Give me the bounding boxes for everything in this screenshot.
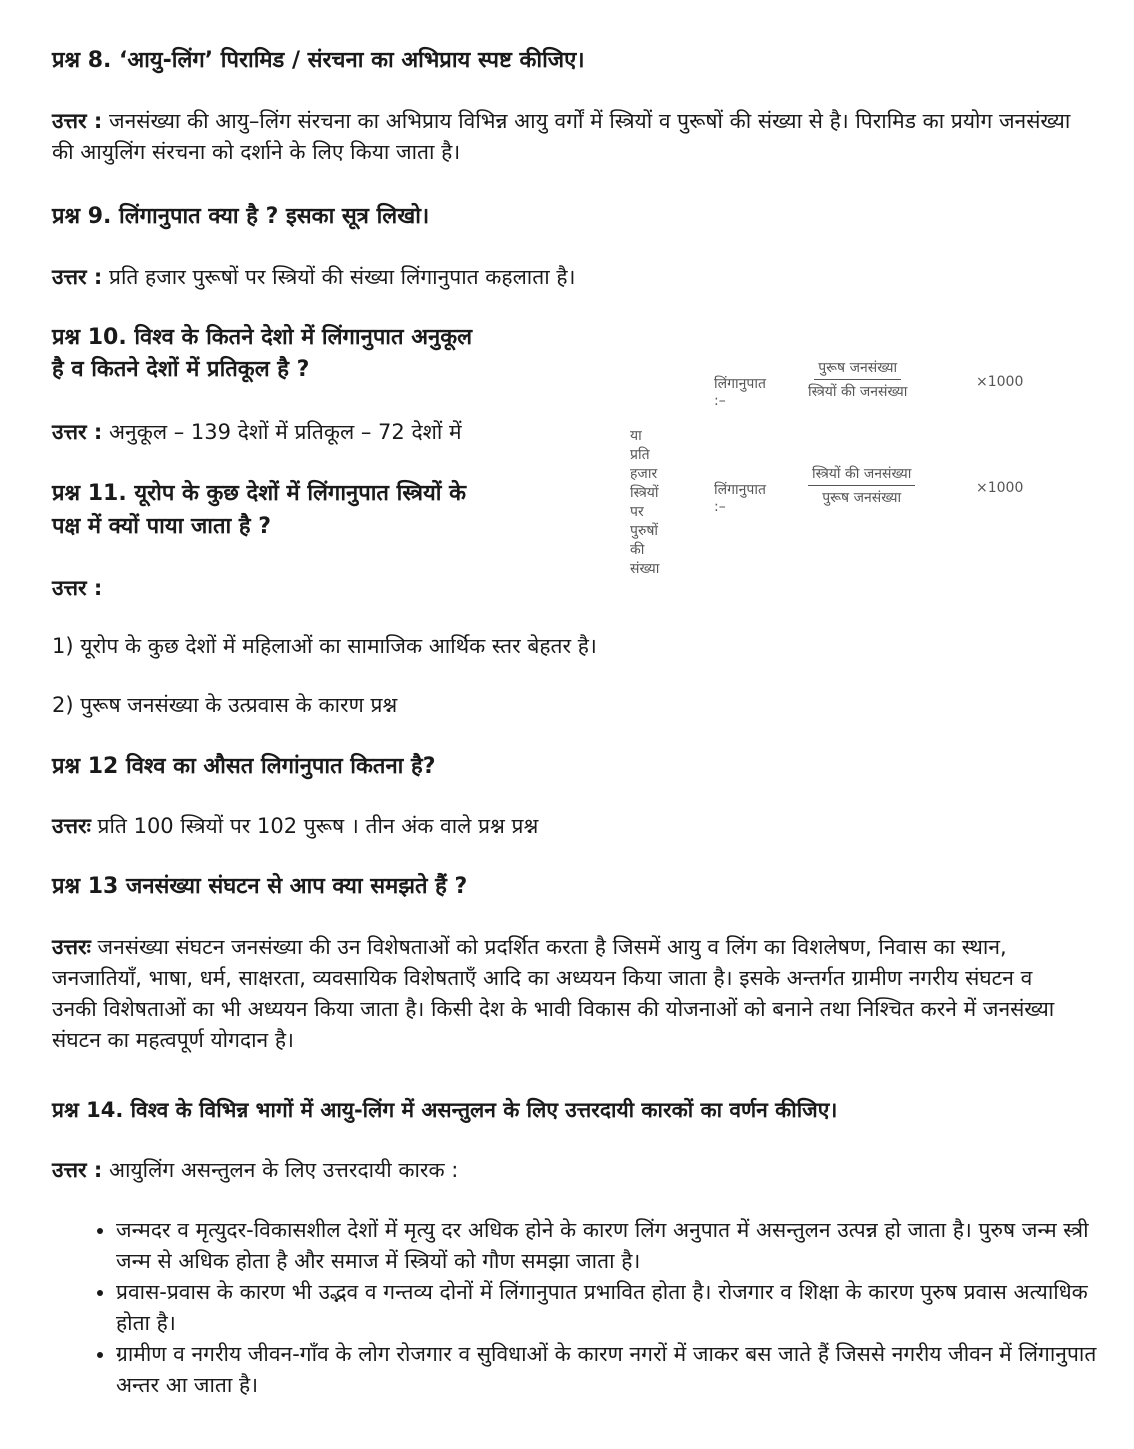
formula2-fraction (808, 464, 915, 507)
formula1-multiplier: ×1000 (976, 374, 1024, 390)
q13-title: प्रश्न 13 जनसंख्या संघटन से आप क्या समझते हैं ? (52, 874, 468, 899)
q14-factor-list (80, 1215, 1106, 1401)
q11-title-line2: पक्ष में क्यों पाया जाता है ? (52, 514, 271, 539)
q8-answer (52, 106, 1072, 168)
q13-answer (52, 932, 1082, 1056)
formula1-numerator: पुरूष जनसंख्या (814, 358, 901, 380)
answer-label: उत्तरः (52, 814, 91, 838)
answer-label: उत्तर : (52, 420, 103, 444)
answer-text: प्रति 100 स्त्रियों पर 102 पुरूष । तीन अंक वाले प्रश्न प्रश्न (97, 814, 539, 838)
q11-point1: 1) यूरोप के कुछ देशों में महिलाओं का सामाजिक आर्थिक स्तर बेहतर है। (52, 634, 597, 658)
q10-answer (52, 417, 462, 448)
formula2-label: लिंगानुपात :– (714, 482, 766, 515)
q10-title-line1: प्रश्न 10. विश्व के कितने देशो में लिंगानुपात अनुकूल (52, 325, 473, 350)
q12-answer (52, 811, 538, 842)
list-item: • प्रवास-प्रवास के कारण भी उद्भव व गन्तव्य दोनों में लिंगानुपात प्रभावित होता है। रोजगार व शिक्षा के कारण पुरुष प्रवास अत्याधिक होता है। (116, 1277, 1106, 1339)
formula2-multiplier: ×1000 (976, 480, 1024, 496)
q14-title: प्रश्न 14. विश्व के विभिन्न भागों में आयु-लिंग में असन्तुलन के लिए उत्तरदायी कारकों का वर्णन कीजिए। (52, 1098, 838, 1122)
answer-label: उत्तर : (52, 265, 103, 289)
formula2-numerator: स्त्रियों की जनसंख्या (808, 464, 915, 486)
q11-answer-label: उत्तर : (52, 576, 103, 600)
formula-middle-text: या प्रति हजार स्त्रियों पर पुरुषों की संख्या (630, 428, 660, 577)
q9-title: प्रश्न 9. लिंगानुपात क्या है ? इसका सूत्र लिखो। (52, 204, 430, 229)
q10-title-line2: है व कितने देशों में प्रतिकूल है ? (52, 357, 310, 382)
q12-title: प्रश्न 12 विश्व का औसत लिगांनुपात कितना है? (52, 754, 436, 779)
answer-label: उत्तर : (52, 109, 103, 133)
answer-text: जनसंख्या की आयु–लिंग संरचना का अभिप्राय विभिन्न आयु वर्गों में स्त्रियों व पुरूषों की संख्या से है। पिरामिड का प्रयोग जनसंख्या की आयुलिंग संरचना को दर्शाने के लिए किया जाता है। (52, 109, 1071, 164)
answer-text: अनुकूल – 139 देशों में प्रतिकूल – 72 देशों में (109, 420, 462, 444)
q8-title: प्रश्न 8. ‘आयु-लिंग’ पिरामिड / संरचना का अभिप्राय स्पष्ट कीजिए। (52, 48, 585, 73)
answer-label: उत्तरः (52, 935, 91, 959)
formula2-denominator: पुरूष जनसंख्या (822, 490, 902, 506)
q11-title-line1: प्रश्न 11. यूरोप के कुछ देशों में लिंगानुपात स्त्रियों के (52, 481, 467, 506)
formula1-fraction (808, 358, 907, 401)
formula1-label: लिंगानुपात :– (714, 376, 766, 409)
list-item: • जन्मदर व मृत्युदर-विकासशील देशों में मृत्यु दर अधिक होने के कारण लिंग अनुपात में असन्तुलन उत्पन्न हो जाता है। पुरुष जन्म स्त्री जन्म से अधिक होता है और समाज में स्त्रियों को गौण समझा जाता है। (116, 1215, 1106, 1277)
q9-answer (52, 262, 575, 293)
answer-text: जनसंख्या संघटन जनसंख्या की उन विशेषताओं को प्रदर्शित करता है जिसमें आयु व लिंग का विशलेषण, निवास का स्थान, जनजातियाँ, भाषा, धर्म, साक्षरता, व्यवसायिक विशेषताएँ आदि का अध्ययन किया जाता है। इसके अन्तर्गत ग्रामीण नगरीय संघटन व उनकी विशेषताओं का भी अध्ययन किया जाता है। किसी देश के भावी विकास की योजनाओं को बनाने तथा निश्चित करने में जनसंख्या संघटन का महत्वपूर्ण योगदान है। (52, 935, 1055, 1052)
answer-label: उत्तर : (52, 1158, 103, 1182)
answer-text: आयुलिंग असन्तुलन के लिए उत्तरदायी कारक : (109, 1158, 459, 1182)
list-item: • ग्रामीण व नगरीय जीवन-गाँव के लोग रोजगार व सुविधाओं के कारण नगरों में जाकर बस जाते हैं जिससे नगरीय जीवन में लिंगानुपात अन्तर आ जाता है। (116, 1339, 1106, 1401)
answer-text: प्रति हजार पुरूषों पर स्त्रियों की संख्या लिंगानुपात कहलाता है। (109, 265, 576, 289)
q11-point2: 2) पुरूष जनसंख्या के उत्प्रवास के कारण प्रश्न (52, 693, 398, 717)
q14-answer (52, 1155, 458, 1186)
formula1-denominator: स्त्रियों की जनसंख्या (808, 384, 908, 400)
